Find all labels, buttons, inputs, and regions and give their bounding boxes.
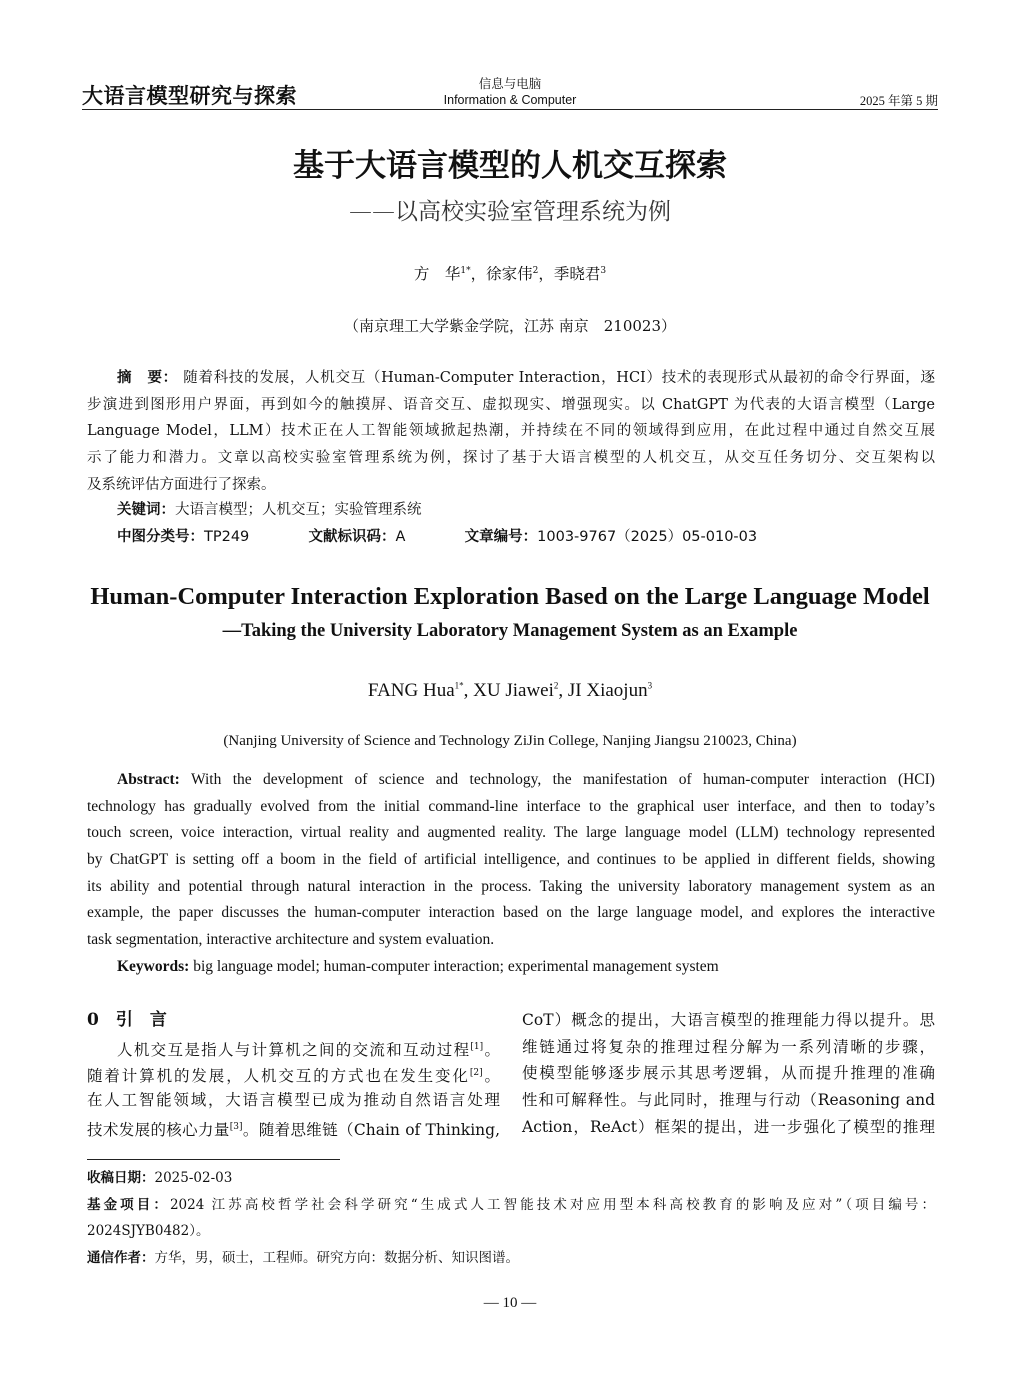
keywords-en-value: big language model; human-computer interaction; experimental management system [193, 958, 719, 975]
text-run: 使模型能够逐步展示其思考逻辑，从而提升推理的准确 [522, 1064, 935, 1083]
text-run: 性和可解释性。与此同时，推理与行动（Reasoning and [522, 1091, 935, 1110]
journal-name-en: Information & Computer [443, 93, 577, 107]
abstract-line [87, 445, 935, 472]
clc-value: TP249 [204, 528, 250, 545]
abstract-text: its ability and potential through natural interaction in the process. Taking the university laboratory management system as an [87, 877, 935, 895]
received-date: 2025-02-03 [154, 1170, 233, 1186]
abstract-line [87, 472, 935, 499]
abstract-text: example, the paper discusses the human-computer interaction based on the large language model, and explores the interactive [87, 904, 935, 922]
paragraph-line [522, 1087, 935, 1114]
paragraph-line [522, 1007, 935, 1034]
author-affiliation-mark: 1* [460, 265, 471, 276]
article-number-label: 文章编号： [464, 528, 538, 545]
abstract-label: Abstract: [117, 771, 180, 788]
body-left-column [87, 1007, 500, 1140]
paper-title-en: Human-Computer Interaction Exploration Based on the Large Language Model [90, 583, 930, 610]
paper-title: 基于大语言模型的人机交互探索 [293, 148, 727, 184]
header-rule [82, 109, 938, 110]
author-name: , XU Jiawei [463, 680, 554, 701]
doc-code-value: A [395, 528, 406, 545]
text-run: Action，ReAct）框架的提出，进一步强化了模型的推理 [522, 1117, 935, 1136]
abstract-line [87, 900, 935, 927]
citation-ref: [2] [469, 1068, 483, 1079]
paragraph-line [522, 1060, 935, 1087]
text-run: 。 [483, 1040, 500, 1059]
keywords-en-label: Keywords: [117, 958, 190, 975]
header-issue: 2025 年第 5 期 [859, 94, 938, 108]
abstract-line [87, 418, 935, 445]
citation-ref: [1] [470, 1041, 484, 1052]
paper-subtitle-en: —Taking the University Laboratory Management System as an Example [222, 621, 798, 641]
paragraph-line [522, 1114, 935, 1141]
paragraph-line [87, 1060, 500, 1087]
abstract-label: 摘 要： [117, 370, 178, 386]
affiliation-en: (Nanjing University of Science and Technology ZiJin College, Nanjing Jiangsu 210023, China) [223, 733, 797, 749]
paragraph-line [87, 1114, 500, 1141]
author-name: ，徐家伟 [470, 265, 533, 283]
text-run: 人机交互是指人与计算机之间的交流和互动过程 [117, 1040, 471, 1059]
text-run: 。 [482, 1067, 500, 1086]
fund-label: 基金项目： [87, 1196, 170, 1213]
body-right-column [522, 1007, 935, 1140]
citation-ref: [3] [229, 1121, 243, 1132]
doc-code-label: 文献标识码： [308, 528, 396, 545]
abstract-line [87, 874, 935, 901]
paragraph-line [522, 1034, 935, 1061]
abstract-text: by ChatGPT is setting off a boom in the field of artificial intelligence, and continues to be applied in different fields, showing [87, 851, 935, 869]
keywords-label: 关键词： [117, 502, 175, 518]
abstract-text: 步演进到图形用户界面，再到如今的触摸屏、语音交互、虚拟现实、增强现实。以 ChatGPT 为代表的大语言模型（Large [87, 396, 935, 413]
abstract-en [87, 767, 935, 954]
text-run: CoT）概念的提出，大语言模型的推理能力得以提升。思 [522, 1011, 935, 1029]
text-run: 维链通过将复杂的推理过程分解为一系列清晰的步骤， [522, 1037, 935, 1056]
header-section-title: 大语言模型研究与探索 [82, 84, 297, 108]
paragraph-line [87, 1034, 500, 1061]
clc-label: 中图分类号： [117, 528, 204, 545]
abstract-text: 及系统评估方面进行了探索。 [87, 476, 276, 493]
author-affiliation-mark: 2 [532, 265, 539, 276]
abstract-line [87, 767, 935, 794]
author-name: , JI Xiaojun [558, 680, 648, 701]
author-name: FANG Hua [367, 680, 455, 701]
fund-text: 2024 江苏高校哲学社会科学研究“生成式人工智能技术对应用型本科高校教育的影响及应对”（项目编号： [169, 1196, 936, 1213]
fund-text-cont: 2024SJYB0482）。 [87, 1223, 210, 1240]
abstract-line [87, 847, 935, 874]
text-run: 在人工智能领域，大语言模型已成为推动自然语言处理 [87, 1091, 500, 1110]
page-number: — 10 — [483, 1295, 537, 1311]
affiliation-cn: （南京理工大学紫金学院，江苏 南京 210023） [343, 317, 677, 335]
abstract-text: With the development of science and technology, the manifestation of human-computer interaction (HCI) [190, 771, 935, 788]
author-affiliation-mark: 1* [454, 680, 464, 691]
abstract-line [87, 392, 935, 419]
keywords-cn [87, 497, 935, 550]
abstract-text: task segmentation, interactive architecture and system evaluation. [87, 931, 495, 949]
text-run: 随着计算机的发展，人机交互的方式也在发生变化 [87, 1067, 470, 1086]
section-heading: 0 引 言 [87, 1010, 167, 1030]
footnotes [87, 1165, 935, 1272]
received-label: 收稿日期： [87, 1170, 155, 1186]
author-affiliation-mark: 3 [647, 680, 653, 691]
text-run: 技术发展的核心力量 [87, 1120, 230, 1139]
author-affiliation-mark: 2 [553, 680, 559, 691]
abstract-text: 示了能力和潜力。文章以高校实验室管理系统为例，探讨了基于大语言模型的人机交互，从交互任务切分、交互架构以 [87, 450, 935, 467]
abstract-line [87, 927, 935, 954]
abstract-line [87, 820, 935, 847]
paper-subtitle: ——以高校实验室管理系统为例 [349, 199, 671, 225]
keywords-en [87, 954, 935, 981]
abstract-text: 随着科技的发展，人机交互（Human-Computer Interaction，HCI）技术的表现形式从最初的命令行界面，逐 [183, 370, 936, 386]
abstract-cn [87, 365, 935, 498]
corresponding-author: 方华，男，硕士，工程师。研究方向：数据分析、知识图谱。 [154, 1250, 519, 1267]
footnote-rule [87, 1159, 340, 1160]
authors-en [0, 680, 1020, 702]
corresponding-author-label: 通信作者： [87, 1250, 155, 1267]
journal-name-cn: 信息与电脑 [478, 77, 542, 91]
text-run: 。随着思维链（Chain of Thinking, [242, 1120, 500, 1139]
abstract-text: technology has gradually evolved from the initial command-line interface to the graphical user interface, and then to today’s [87, 797, 935, 815]
abstract-text: Language Model，LLM）技术正在人工智能领域掀起热潮，并持续在不同的领域得到应用，在此过程中通过自然交互展 [87, 423, 935, 440]
abstract-text: touch screen, voice interaction, virtual reality and augmented reality. The large language model (LLM) technology represented [87, 824, 935, 842]
author-name: ，季晓君 [538, 265, 601, 283]
keywords-value: 大语言模型；人机交互；实验管理系统 [175, 502, 422, 518]
abstract-line [87, 794, 935, 821]
author-name: 方 华 [413, 265, 461, 283]
paragraph-line [87, 1087, 500, 1114]
classification-line [87, 524, 935, 551]
article-number-value: 1003-9767（2025）05-010-03 [537, 528, 758, 545]
abstract-line [87, 365, 935, 392]
authors-cn [0, 262, 1020, 284]
author-affiliation-mark: 3 [600, 265, 607, 276]
